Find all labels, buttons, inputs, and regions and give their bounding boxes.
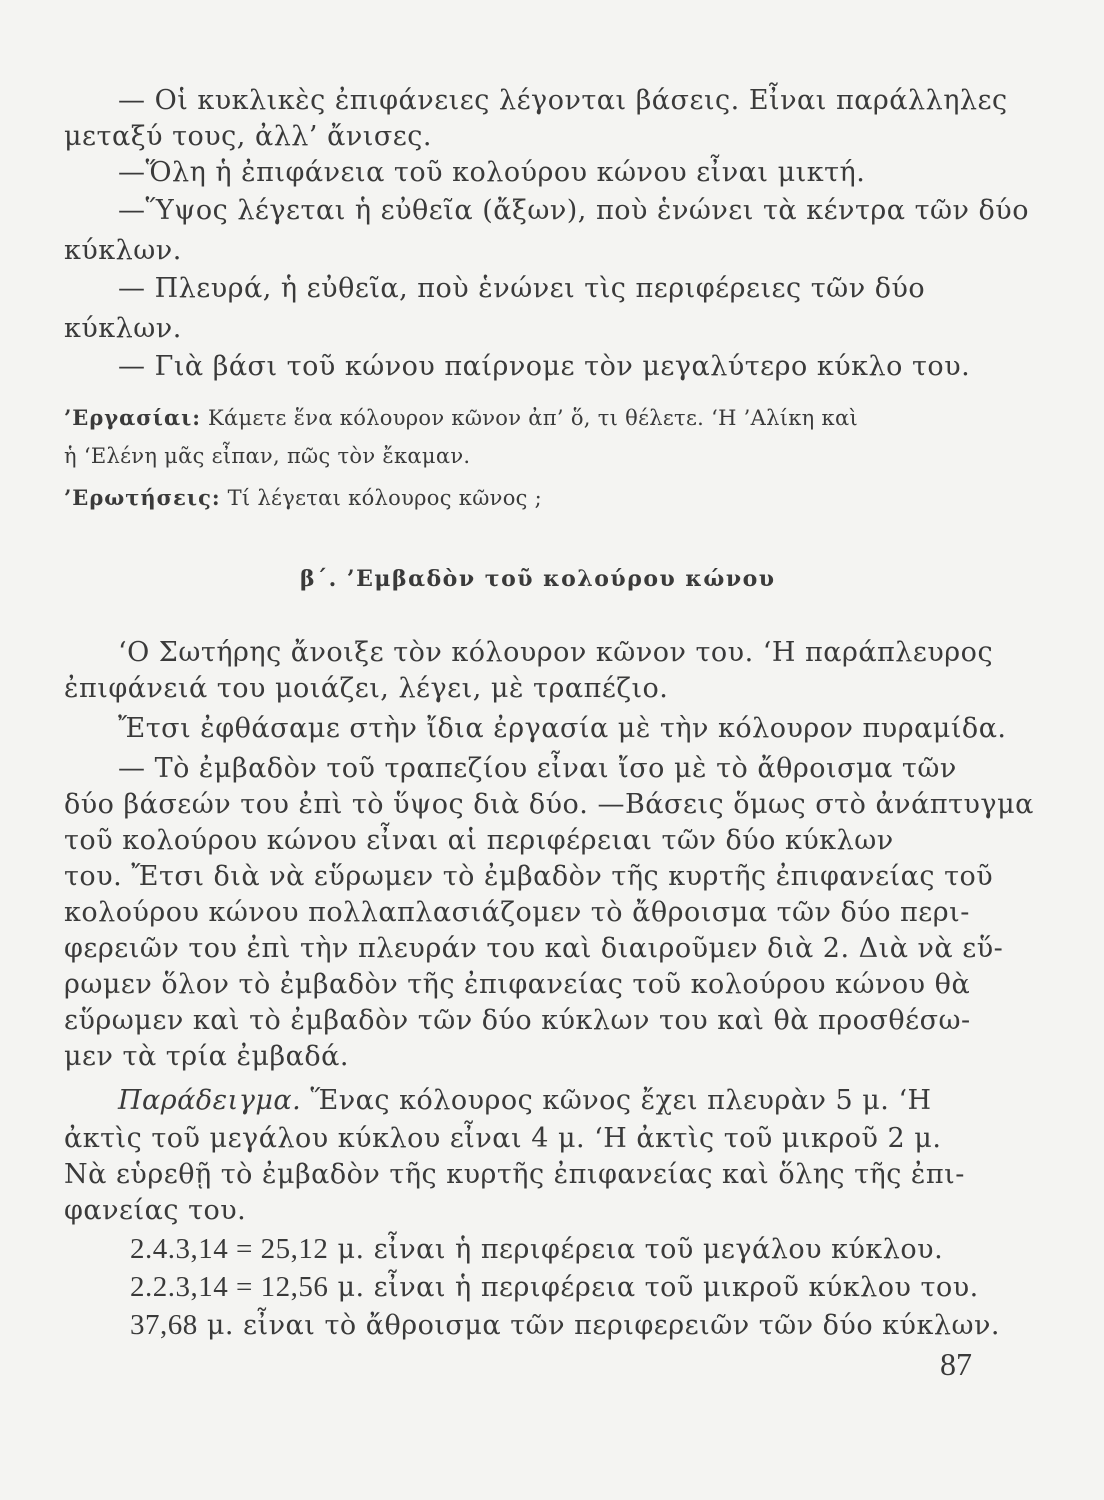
paragraph-line: εὕρωμεν καὶ τὸ ἐμβαδὸν τῶν δύο κύκλων του καὶ θὰ προσθέσω- bbox=[64, 1005, 971, 1036]
calculation-line bbox=[130, 1308, 1000, 1343]
paragraph-line: κολούρου κώνου πολλαπλασιάζομεν τὸ ἄθροισμα τῶν δύο περι- bbox=[64, 897, 970, 928]
tasks-line bbox=[64, 404, 858, 432]
section-heading: β΄. ’Εμβαδὸν τοῦ κολούρου κώνου bbox=[300, 566, 776, 592]
calculation-expression: 37,68 bbox=[130, 1309, 198, 1341]
example-line: Νὰ εὑρεθῇ τὸ ἐμβαδὸν τῆς κυρτῆς ἐπιφανείας καὶ ὅλης τῆς ἐπι- bbox=[64, 1159, 965, 1190]
paragraph-line: ρωμεν ὅλον τὸ ἐμβαδὸν τῆς ἐπιφανείας τοῦ κολούρου κώνου θὰ bbox=[64, 969, 971, 1000]
paragraph-line: δύο βάσεών του ἐπὶ τὸ ὕψος διὰ δύο. —Βάσεις ὅμως στὸ ἀνάπτυγμα bbox=[64, 789, 1034, 820]
tasks-label: ’Εργασίαι: bbox=[64, 405, 202, 430]
example-label: Παράδειγμα. bbox=[118, 1085, 302, 1116]
paragraph-line: ‘Ο Σωτήρης ἄνοιξε τὸν κόλουρον κῶνον του. ‘Η παράπλευρος bbox=[118, 637, 994, 668]
calculation-text: μ. εἶναι ἡ περιφέρεια τοῦ μεγάλου κύκλου. bbox=[337, 1234, 944, 1265]
example-line: φανείας του. bbox=[64, 1195, 247, 1226]
paragraph-line: — Τὸ ἐμβαδὸν τοῦ τραπεζίου εἶναι ἴσο μὲ τὸ ἄθροισμα τῶν bbox=[118, 753, 957, 784]
paragraph-line: — Οἱ κυκλικὲς ἐπιφάνειες λέγονται βάσεις. Εἶναι παράλληλες bbox=[118, 85, 1008, 116]
tasks-line: ἡ ‘Ελένη μᾶς εἶπαν, πῶς τὸν ἔκαμαν. bbox=[64, 444, 471, 468]
paragraph-line: μεν τὰ τρία ἐμβαδά. bbox=[64, 1041, 349, 1072]
paragraph-line: κύκλων. bbox=[64, 235, 182, 266]
tasks-text: Κάμετε ἕνα κόλουρον κῶνον ἀπ’ ὅ, τι θέλετε. ‘Η ’Αλίκη καὶ bbox=[208, 406, 858, 430]
example-line bbox=[118, 1084, 932, 1118]
questions-line bbox=[64, 484, 542, 512]
paragraph-line: τοῦ κολούρου κώνου εἶναι αἱ περιφέρειαι τῶν δύο κύκλων bbox=[64, 825, 894, 856]
example-text: Ἕνας κόλουρος κῶνος ἔχει πλευρὰν 5 μ. ‘Η bbox=[310, 1085, 932, 1116]
paragraph-line: — Γιὰ βάσι τοῦ κώνου παίρνομε τὸν μεγαλύτερο κύκλο του. bbox=[118, 351, 971, 382]
calculation-text: μ. εἶναι τὸ ἄθροισμα τῶν περιφερειῶν τῶν δύο κύκλων. bbox=[206, 1310, 1000, 1341]
calculation-expression: 2.4.3,14 = 25,12 bbox=[130, 1233, 329, 1265]
calculation-expression: 2.2.3,14 = 12,56 bbox=[130, 1271, 329, 1303]
paragraph-line: φερειῶν του ἐπὶ τὴν πλευράν του καὶ διαιροῦμεν διὰ 2. Διὰ νὰ εὕ- bbox=[64, 933, 1004, 964]
paragraph-line: του. Ἔτσι διὰ νὰ εὕρωμεν τὸ ἐμβαδὸν τῆς κυρτῆς ἐπιφανείας τοῦ bbox=[64, 861, 994, 892]
calculation-text: μ. εἶναι ἡ περιφέρεια τοῦ μικροῦ κύκλου του. bbox=[337, 1272, 979, 1303]
paragraph-line: —Ὅλη ἡ ἐπιφάνεια τοῦ κολούρου κώνου εἶναι μικτή. bbox=[118, 157, 866, 188]
paragraph-line: — Πλευρά, ἡ εὐθεῖα, ποὺ ἑνώνει τὶς περιφέρειες τῶν δύο bbox=[118, 273, 926, 304]
calculation-line bbox=[130, 1270, 979, 1305]
example-line: ἀκτὶς τοῦ μεγάλου κύκλου εἶναι 4 μ. ‘Η ἀκτὶς τοῦ μικροῦ 2 μ. bbox=[64, 1123, 942, 1154]
calculation-line bbox=[130, 1232, 943, 1267]
paragraph-line: Ἔτσι ἐφθάσαμε στὴν ἴδια ἐργασία μὲ τὴν κόλουρον πυραμίδα. bbox=[118, 713, 1007, 744]
paragraph-line: μεταξύ τους, ἀλλ’ ἄνισες. bbox=[64, 121, 432, 152]
paragraph-line: κύκλων. bbox=[64, 313, 182, 344]
page-number: 87 bbox=[940, 1346, 972, 1382]
questions-label: ’Ερωτήσεις: bbox=[64, 485, 221, 510]
paragraph-line: ἐπιφάνειά του μοιάζει, λέγει, μὲ τραπέζιο. bbox=[64, 673, 669, 704]
questions-text: Τί λέγεται κόλουρος κῶνος ; bbox=[227, 486, 543, 510]
paragraph-line: —Ὕψος λέγεται ἡ εὐθεῖα (ἄξων), ποὺ ἑνώνει τὰ κέντρα τῶν δύο bbox=[118, 195, 1029, 226]
